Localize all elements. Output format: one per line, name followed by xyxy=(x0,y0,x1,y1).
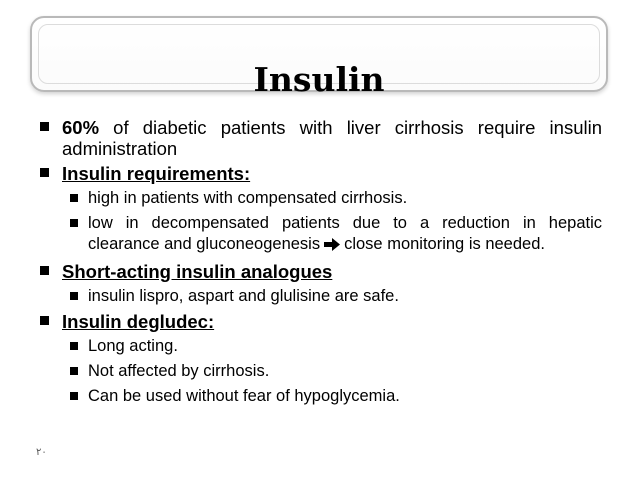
bullet-4-heading: Insulin degludec: xyxy=(62,311,215,332)
square-bullet-icon xyxy=(70,342,78,350)
sub-bullet-text: high in patients with compensated cirrhosis. xyxy=(88,189,408,207)
bullet-item-3 xyxy=(40,261,602,282)
sub-bullet-4-3 xyxy=(70,386,602,407)
sub-bullet-4-1 xyxy=(70,336,602,357)
sub-bullet-text: Long acting. xyxy=(88,337,178,355)
slide-content xyxy=(40,117,602,411)
bullet-1-strong: 60% xyxy=(62,117,100,138)
square-bullet-icon xyxy=(70,292,78,300)
sub-bullet-text: Not affected by cirrhosis. xyxy=(88,362,270,380)
square-bullet-icon xyxy=(40,266,49,275)
bullet-1-text: of diabetic patients with liver cirrhosis require insulin administration xyxy=(62,117,602,159)
title-box xyxy=(30,16,608,99)
sub-bullet-text-before-arrow: low in decompensated patients due to a reduction in hepatic clearance and gluconeogenesis xyxy=(88,214,602,253)
page-number: ٢٠ xyxy=(36,447,47,458)
square-bullet-icon xyxy=(70,392,78,400)
sub-bullet-2-2 xyxy=(70,213,602,257)
bullet-3-heading: Short-acting insulin analogues xyxy=(62,261,333,282)
square-bullet-icon xyxy=(40,316,49,325)
sub-bullet-text: Can be used without fear of hypoglycemia. xyxy=(88,387,400,405)
bullet-item-4 xyxy=(40,311,602,332)
square-bullet-icon xyxy=(70,219,78,227)
sub-bullet-4-2 xyxy=(70,361,602,382)
bullet-item-2 xyxy=(40,163,602,184)
slide-title: Insulin xyxy=(253,60,385,99)
right-arrow-icon xyxy=(324,236,340,257)
sub-bullet-text-after-arrow: close monitoring is needed. xyxy=(344,235,545,253)
square-bullet-icon xyxy=(70,367,78,375)
sub-bullet-2-1 xyxy=(70,188,602,209)
bullet-2-heading: Insulin requirements: xyxy=(62,163,251,184)
square-bullet-icon xyxy=(40,122,49,131)
sub-bullet-3-1 xyxy=(70,286,602,307)
sub-bullet-text: insulin lispro, aspart and glulisine are safe. xyxy=(88,287,399,305)
square-bullet-icon xyxy=(70,194,78,202)
bullet-item-1 xyxy=(40,117,602,159)
square-bullet-icon xyxy=(40,168,49,177)
